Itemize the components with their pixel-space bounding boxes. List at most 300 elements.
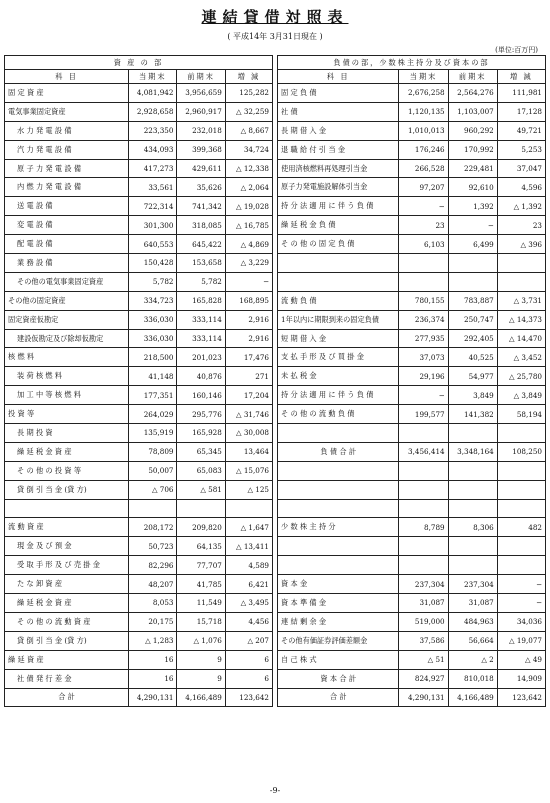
change-value: △ 15,076 bbox=[225, 461, 272, 480]
item-cell bbox=[278, 424, 399, 443]
item-cell: 固定資産仮勘定 bbox=[5, 310, 129, 329]
table-row bbox=[5, 518, 273, 537]
item-cell: 受 取 手 形 及 び 売 掛 金 bbox=[5, 556, 129, 575]
current-value: 264,029 bbox=[129, 405, 177, 424]
previous-value: 399,368 bbox=[177, 140, 225, 159]
item-cell: 核 燃 料 bbox=[5, 348, 129, 367]
previous-value: 318,085 bbox=[177, 216, 225, 235]
change-value: △ 31,746 bbox=[225, 405, 272, 424]
change-value: − bbox=[497, 575, 545, 594]
item-cell bbox=[278, 272, 399, 291]
table-row bbox=[5, 348, 273, 367]
table-row bbox=[5, 216, 273, 235]
previous-value bbox=[448, 272, 497, 291]
table-row bbox=[5, 537, 273, 556]
change-value: 23 bbox=[497, 216, 545, 235]
item-cell: 送 電 設 備 bbox=[5, 197, 129, 216]
previous-value: 741,342 bbox=[177, 197, 225, 216]
current-value: − bbox=[399, 386, 448, 405]
table-row bbox=[5, 329, 273, 348]
assets-col-change: 増 減 bbox=[225, 70, 272, 84]
change-value bbox=[225, 499, 272, 518]
table-row bbox=[278, 537, 546, 556]
table-row bbox=[278, 197, 546, 216]
item-cell: 原 子 力 発 電 設 備 bbox=[5, 159, 129, 178]
current-value: 8,789 bbox=[399, 518, 448, 537]
change-value: 58,194 bbox=[497, 405, 545, 424]
previous-value: △ 2 bbox=[448, 650, 497, 669]
item-cell: 持 分 法 適 用 に 伴 う 負 債 bbox=[278, 197, 399, 216]
item-cell bbox=[5, 499, 129, 518]
liabilities-col-previous: 前期末 bbox=[448, 70, 497, 84]
previous-value: 4,166,489 bbox=[448, 688, 497, 707]
table-row bbox=[278, 84, 546, 103]
table-row bbox=[5, 612, 273, 631]
current-value: 33,561 bbox=[129, 178, 177, 197]
item-cell: 自 己 株 式 bbox=[278, 650, 399, 669]
previous-value: 810,018 bbox=[448, 669, 497, 688]
previous-value: 56,664 bbox=[448, 631, 497, 650]
table-row bbox=[278, 272, 546, 291]
previous-value: 11,549 bbox=[177, 594, 225, 613]
previous-value: 4,166,489 bbox=[177, 688, 225, 707]
change-value: △ 3,731 bbox=[497, 291, 545, 310]
item-cell: 加 工 中 等 核 燃 料 bbox=[5, 386, 129, 405]
liabilities-col-change: 増 減 bbox=[497, 70, 545, 84]
previous-value: 165,828 bbox=[177, 291, 225, 310]
previous-value: 2,564,276 bbox=[448, 84, 497, 103]
change-value bbox=[497, 480, 545, 499]
table-row bbox=[5, 650, 273, 669]
item-cell: 繰 延 税 金 資 産 bbox=[5, 442, 129, 461]
current-value: 48,207 bbox=[129, 575, 177, 594]
item-cell: 合 計 bbox=[278, 688, 399, 707]
previous-value: 333,114 bbox=[177, 310, 225, 329]
item-cell: その他の固定資産 bbox=[5, 291, 129, 310]
item-cell: 投 資 等 bbox=[5, 405, 129, 424]
table-row bbox=[5, 386, 273, 405]
previous-value: − bbox=[448, 216, 497, 235]
previous-value: 3,956,659 bbox=[177, 84, 225, 103]
change-value: △ 3,229 bbox=[225, 254, 272, 273]
previous-value: 3,348,164 bbox=[448, 442, 497, 461]
item-cell: 電気事業固定資産 bbox=[5, 102, 129, 121]
previous-value bbox=[448, 424, 497, 443]
item-cell: 変 電 設 備 bbox=[5, 216, 129, 235]
change-value bbox=[497, 272, 545, 291]
current-value: 31,087 bbox=[399, 594, 448, 613]
previous-value: 160,146 bbox=[177, 386, 225, 405]
change-value: △ 1,392 bbox=[497, 197, 545, 216]
table-row bbox=[5, 102, 273, 121]
change-value: △ 13,411 bbox=[225, 537, 272, 556]
previous-value: 35,626 bbox=[177, 178, 225, 197]
liabilities-section-header: 負債の部，少数株主持分及び資本の部 bbox=[278, 56, 546, 70]
table-row bbox=[278, 480, 546, 499]
assets-body bbox=[5, 84, 273, 707]
table-row bbox=[5, 424, 273, 443]
table-row bbox=[278, 121, 546, 140]
table-row bbox=[278, 556, 546, 575]
previous-value: 9 bbox=[177, 650, 225, 669]
current-value: 334,723 bbox=[129, 291, 177, 310]
current-value: △ 51 bbox=[399, 650, 448, 669]
table-row bbox=[278, 235, 546, 254]
change-value: △ 2,064 bbox=[225, 178, 272, 197]
change-value: 6 bbox=[225, 669, 272, 688]
change-value: 17,204 bbox=[225, 386, 272, 405]
table-row bbox=[278, 405, 546, 424]
item-cell: 装 荷 核 燃 料 bbox=[5, 367, 129, 386]
table-row bbox=[278, 575, 546, 594]
change-value: △ 4,869 bbox=[225, 235, 272, 254]
table-row bbox=[5, 178, 273, 197]
table-row bbox=[5, 442, 273, 461]
current-value bbox=[399, 254, 448, 273]
current-value: 218,500 bbox=[129, 348, 177, 367]
current-value: 6,103 bbox=[399, 235, 448, 254]
current-value: 2,676,258 bbox=[399, 84, 448, 103]
liabilities-col-current: 当期末 bbox=[399, 70, 448, 84]
previous-value: 40,876 bbox=[177, 367, 225, 386]
previous-value: 209,820 bbox=[177, 518, 225, 537]
current-value: 223,350 bbox=[129, 121, 177, 140]
previous-value: 333,114 bbox=[177, 329, 225, 348]
previous-value: 31,087 bbox=[448, 594, 497, 613]
current-value: 50,723 bbox=[129, 537, 177, 556]
previous-value: 960,292 bbox=[448, 121, 497, 140]
current-value bbox=[399, 480, 448, 499]
item-cell: 貸 倒 引 当 金 (貸 方) bbox=[5, 480, 129, 499]
current-value: 266,528 bbox=[399, 159, 448, 178]
current-value: 37,073 bbox=[399, 348, 448, 367]
current-value: 277,935 bbox=[399, 329, 448, 348]
change-value: 34,724 bbox=[225, 140, 272, 159]
change-value: △ 8,667 bbox=[225, 121, 272, 140]
table-row bbox=[5, 159, 273, 178]
change-value: 271 bbox=[225, 367, 272, 386]
previous-value: 429,611 bbox=[177, 159, 225, 178]
change-value: 2,916 bbox=[225, 329, 272, 348]
previous-value bbox=[448, 461, 497, 480]
previous-value: 1,392 bbox=[448, 197, 497, 216]
table-row bbox=[278, 367, 546, 386]
table-row bbox=[5, 140, 273, 159]
item-cell: その他有価証券評価差額金 bbox=[278, 631, 399, 650]
table-row bbox=[278, 254, 546, 273]
previous-value: 295,776 bbox=[177, 405, 225, 424]
current-value: 3,456,414 bbox=[399, 442, 448, 461]
previous-value: 165,928 bbox=[177, 424, 225, 443]
table-row bbox=[5, 272, 273, 291]
item-cell: 長 期 借 入 金 bbox=[278, 121, 399, 140]
item-cell: 固 定 負 債 bbox=[278, 84, 399, 103]
item-cell: 持 分 法 適 用 に 伴 う 負 債 bbox=[278, 386, 399, 405]
item-cell: 固 定 資 産 bbox=[5, 84, 129, 103]
item-cell: そ の 他 の 流 動 資 産 bbox=[5, 612, 129, 631]
liabilities-body bbox=[278, 84, 546, 707]
table-row bbox=[5, 121, 273, 140]
change-value bbox=[497, 461, 545, 480]
item-cell: 長 期 投 資 bbox=[5, 424, 129, 443]
change-value bbox=[497, 537, 545, 556]
current-value: 236,374 bbox=[399, 310, 448, 329]
item-cell: 流 動 資 産 bbox=[5, 518, 129, 537]
item-cell: そ の 他 の 流 動 負 債 bbox=[278, 405, 399, 424]
change-value: △ 3,452 bbox=[497, 348, 545, 367]
previous-value: 170,992 bbox=[448, 140, 497, 159]
table-row bbox=[278, 329, 546, 348]
previous-value: 232,018 bbox=[177, 121, 225, 140]
change-value: △ 1,647 bbox=[225, 518, 272, 537]
table-row bbox=[278, 631, 546, 650]
table-row bbox=[278, 310, 546, 329]
change-value: 125,282 bbox=[225, 84, 272, 103]
item-cell: 建設仮勘定及び除却仮勘定 bbox=[5, 329, 129, 348]
current-value: 4,081,942 bbox=[129, 84, 177, 103]
change-value: 17,128 bbox=[497, 102, 545, 121]
current-value: 176,246 bbox=[399, 140, 448, 159]
change-value: 5,253 bbox=[497, 140, 545, 159]
assets-section-header: 資 産 の 部 bbox=[5, 56, 273, 70]
item-cell: 使用済核燃料再処理引当金 bbox=[278, 159, 399, 178]
change-value: 13,464 bbox=[225, 442, 272, 461]
change-value: △ 49 bbox=[497, 650, 545, 669]
change-value: 108,250 bbox=[497, 442, 545, 461]
change-value: 14,909 bbox=[497, 669, 545, 688]
current-value: 78,809 bbox=[129, 442, 177, 461]
item-cell: その他の電気事業固定資産 bbox=[5, 272, 129, 291]
current-value: 5,782 bbox=[129, 272, 177, 291]
current-value: 336,030 bbox=[129, 310, 177, 329]
previous-value: 250,747 bbox=[448, 310, 497, 329]
current-value bbox=[399, 424, 448, 443]
item-cell: そ の 他 の 固 定 負 債 bbox=[278, 235, 399, 254]
current-value: 237,304 bbox=[399, 575, 448, 594]
previous-value: 153,658 bbox=[177, 254, 225, 273]
current-value bbox=[129, 499, 177, 518]
change-value: − bbox=[225, 272, 272, 291]
item-cell: 配 電 設 備 bbox=[5, 235, 129, 254]
item-cell: 負 債 合 計 bbox=[278, 442, 399, 461]
change-value: 4,596 bbox=[497, 178, 545, 197]
current-value: 29,196 bbox=[399, 367, 448, 386]
current-value: 8,053 bbox=[129, 594, 177, 613]
current-value: 16 bbox=[129, 669, 177, 688]
change-value: △ 3,849 bbox=[497, 386, 545, 405]
table-row bbox=[5, 594, 273, 613]
change-value: △ 207 bbox=[225, 631, 272, 650]
item-cell: 退 職 給 付 引 当 金 bbox=[278, 140, 399, 159]
current-value: 2,928,658 bbox=[129, 102, 177, 121]
table-row bbox=[278, 612, 546, 631]
item-cell: 流 動 負 債 bbox=[278, 291, 399, 310]
change-value: 111,981 bbox=[497, 84, 545, 103]
current-value: 1,010,013 bbox=[399, 121, 448, 140]
current-value: 199,577 bbox=[399, 405, 448, 424]
item-cell: 貸 倒 引 当 金 (貸 方) bbox=[5, 631, 129, 650]
table-row bbox=[5, 235, 273, 254]
item-cell: 業 務 設 備 bbox=[5, 254, 129, 273]
change-value: 17,476 bbox=[225, 348, 272, 367]
item-cell: 繰 延 税 金 負 債 bbox=[278, 216, 399, 235]
assets-col-previous: 前期末 bbox=[177, 70, 225, 84]
item-cell: た な 卸 資 産 bbox=[5, 575, 129, 594]
previous-value bbox=[448, 556, 497, 575]
current-value: 4,290,131 bbox=[129, 688, 177, 707]
current-value: 208,172 bbox=[129, 518, 177, 537]
change-value bbox=[497, 499, 545, 518]
current-value: 23 bbox=[399, 216, 448, 235]
current-value: 41,148 bbox=[129, 367, 177, 386]
item-cell bbox=[278, 537, 399, 556]
change-value: 37,047 bbox=[497, 159, 545, 178]
current-value bbox=[399, 461, 448, 480]
change-value: △ 32,259 bbox=[225, 102, 272, 121]
table-row bbox=[5, 631, 273, 650]
previous-value: 41,785 bbox=[177, 575, 225, 594]
previous-value: 2,960,917 bbox=[177, 102, 225, 121]
current-value: 177,351 bbox=[129, 386, 177, 405]
table-row bbox=[278, 424, 546, 443]
table-row bbox=[278, 594, 546, 613]
table-row bbox=[5, 367, 273, 386]
current-value bbox=[399, 556, 448, 575]
table-row bbox=[278, 386, 546, 405]
previous-value bbox=[448, 537, 497, 556]
change-value: 4,456 bbox=[225, 612, 272, 631]
change-value: △ 125 bbox=[225, 480, 272, 499]
table-row bbox=[278, 650, 546, 669]
previous-value: 237,304 bbox=[448, 575, 497, 594]
change-value: 34,036 bbox=[497, 612, 545, 631]
change-value: △ 14,470 bbox=[497, 329, 545, 348]
page-number: -9- bbox=[269, 786, 281, 795]
item-cell bbox=[278, 499, 399, 518]
previous-value: 201,023 bbox=[177, 348, 225, 367]
previous-value bbox=[177, 499, 225, 518]
item-cell: 資 本 準 備 金 bbox=[278, 594, 399, 613]
table-row bbox=[278, 518, 546, 537]
table-row bbox=[278, 291, 546, 310]
current-value: 417,273 bbox=[129, 159, 177, 178]
table-row bbox=[5, 197, 273, 216]
previous-value: △ 581 bbox=[177, 480, 225, 499]
liabilities-table bbox=[277, 55, 546, 707]
table-row bbox=[5, 575, 273, 594]
current-value: 434,093 bbox=[129, 140, 177, 159]
table-row bbox=[5, 480, 273, 499]
previous-value: 65,083 bbox=[177, 461, 225, 480]
table-row bbox=[278, 159, 546, 178]
change-value: △ 30,008 bbox=[225, 424, 272, 443]
current-value: 722,314 bbox=[129, 197, 177, 216]
unit-note: (単位:百万円) bbox=[495, 46, 538, 54]
previous-value: 229,481 bbox=[448, 159, 497, 178]
change-value: △ 25,780 bbox=[497, 367, 545, 386]
item-cell: 短 期 借 入 金 bbox=[278, 329, 399, 348]
item-cell bbox=[278, 480, 399, 499]
item-cell: 支 払 手 形 及 び 買 掛 金 bbox=[278, 348, 399, 367]
table-row bbox=[5, 669, 273, 688]
table-row bbox=[278, 348, 546, 367]
change-value: 6,421 bbox=[225, 575, 272, 594]
previous-value bbox=[448, 499, 497, 518]
change-value: △ 14,373 bbox=[497, 310, 545, 329]
item-cell: 少 数 株 主 持 分 bbox=[278, 518, 399, 537]
current-value: 20,175 bbox=[129, 612, 177, 631]
item-cell: 繰 延 税 金 資 産 bbox=[5, 594, 129, 613]
previous-value: 1,103,007 bbox=[448, 102, 497, 121]
current-value: 97,207 bbox=[399, 178, 448, 197]
previous-value: 77,707 bbox=[177, 556, 225, 575]
change-value: 6 bbox=[225, 650, 272, 669]
table-row bbox=[5, 310, 273, 329]
current-value: 82,296 bbox=[129, 556, 177, 575]
change-value: 168,895 bbox=[225, 291, 272, 310]
current-value: 50,007 bbox=[129, 461, 177, 480]
previous-value bbox=[448, 254, 497, 273]
change-value: 482 bbox=[497, 518, 545, 537]
item-cell: 現 金 及 び 預 金 bbox=[5, 537, 129, 556]
current-value: 519,000 bbox=[399, 612, 448, 631]
previous-value: 783,887 bbox=[448, 291, 497, 310]
assets-table bbox=[4, 55, 273, 707]
page-title: 連結貸借対照表 bbox=[201, 8, 349, 26]
previous-value: 5,782 bbox=[177, 272, 225, 291]
change-value: △ 16,785 bbox=[225, 216, 272, 235]
liabilities-col-item: 科 目 bbox=[278, 70, 399, 84]
item-cell: 連 結 剰 余 金 bbox=[278, 612, 399, 631]
previous-value: △ 1,076 bbox=[177, 631, 225, 650]
current-value: 150,428 bbox=[129, 254, 177, 273]
current-value bbox=[399, 272, 448, 291]
previous-value: 15,718 bbox=[177, 612, 225, 631]
item-cell: 資 本 合 計 bbox=[278, 669, 399, 688]
change-value: △ 396 bbox=[497, 235, 545, 254]
change-value: 123,642 bbox=[497, 688, 545, 707]
item-cell: 水 力 発 電 設 備 bbox=[5, 121, 129, 140]
current-value bbox=[399, 537, 448, 556]
item-cell: 内 燃 力 発 電 設 備 bbox=[5, 178, 129, 197]
change-value: △ 19,028 bbox=[225, 197, 272, 216]
table-row bbox=[278, 140, 546, 159]
table-row bbox=[278, 178, 546, 197]
previous-value: 292,405 bbox=[448, 329, 497, 348]
previous-value: 484,963 bbox=[448, 612, 497, 631]
current-value: 135,919 bbox=[129, 424, 177, 443]
table-row bbox=[5, 688, 273, 707]
table-row bbox=[5, 291, 273, 310]
current-value: 780,155 bbox=[399, 291, 448, 310]
item-cell: そ の 他 の 投 資 等 bbox=[5, 461, 129, 480]
table-row bbox=[5, 556, 273, 575]
table-row bbox=[5, 254, 273, 273]
item-cell: 1年以内に期限到来の固定負債 bbox=[278, 310, 399, 329]
item-cell: 社 債 bbox=[278, 102, 399, 121]
current-value: − bbox=[399, 197, 448, 216]
current-value: 824,927 bbox=[399, 669, 448, 688]
item-cell: 合 計 bbox=[5, 688, 129, 707]
change-value bbox=[497, 424, 545, 443]
previous-value: 8,306 bbox=[448, 518, 497, 537]
previous-value: 64,135 bbox=[177, 537, 225, 556]
current-value: 301,300 bbox=[129, 216, 177, 235]
table-row bbox=[5, 84, 273, 103]
table-row bbox=[278, 499, 546, 518]
item-cell bbox=[278, 556, 399, 575]
previous-value: 54,977 bbox=[448, 367, 497, 386]
